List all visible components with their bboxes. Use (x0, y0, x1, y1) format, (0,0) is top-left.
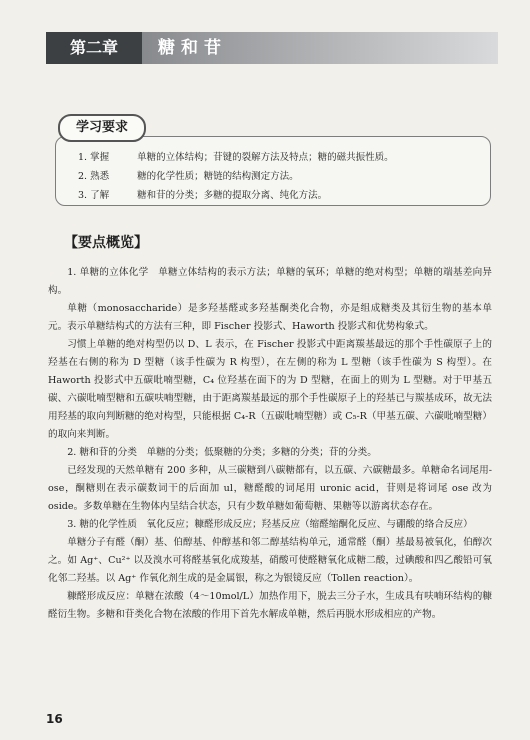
paragraph: 习惯上单糖的绝对构型仍以 D、L 表示，在 Fischer 投影式中距离羰基最远的那个手性碳原子上的羟基在右侧的称为 D 型糖（该手性碳为 R 构型），在左侧的称为 L 型糖（该手性碳为 S 构型）。在 Haworth 投影式中五碳吡喃型糖，C₄ 位羟基在面下的为 D 型糖，在面上的则为 L 型糖。对于甲基五碳、六碳吡喃型糖和五碳呋喃型糖，由于距离羰基最远的那个手性碳原子上的羟基已与羰基成环，故无法用羟基的取向判断糖的绝对构型，只能根据 C₄-R（五碳吡喃型糖）或 C₅-R（甲基五碳、六碳吡喃型糖）的取向来判断。 (48, 339, 492, 440)
requirement-text: 单糖的立体结构；苷键的裂解方法及特点；糖的磁共振性质。 (137, 152, 394, 163)
requirement-item (78, 148, 394, 167)
page-number: 16 (46, 712, 63, 726)
chapter-label: 第二章 (46, 32, 142, 64)
requirement-num: 2. (78, 171, 88, 182)
chapter-title: 糖和苷 (158, 38, 227, 58)
chapter-banner (46, 32, 498, 64)
body-text (48, 264, 492, 624)
requirement-level: 熟悉 (90, 171, 110, 182)
requirement-level: 了解 (90, 190, 110, 201)
requirements-list (78, 148, 394, 205)
requirement-text: 糖和苷的分类；多糖的提取分离、纯化方法。 (137, 190, 328, 201)
paragraph: 3. 糖的化学性质 氧化反应；糠醛形成反应；羟基反应（缩醛缩酮化反应、与硼酸的络合反应） (67, 519, 473, 530)
paragraph: 糠醛形成反应：单糖在浓酸（4～10mol/L）加热作用下，脱去三分子水，生成具有呋喃环结构的糠醛衍生物。多糖和苷类化合物在浓酸的作用下首先水解成单糖，然后再脱水形成相应的产物。 (48, 591, 492, 620)
paragraph: 单糖分子有醛（酮）基、伯醇基、仲醇基和邻二醇基结构单元，通常醛（酮）基最易被氧化，伯醇次之。如 Ag⁺、Cu²⁺ 以及溴水可将醛基氧化成羧基，硝酸可使醛糖氧化成糖二酸，过碘酸和四乙酸铅可氧化邻二羟基。以 Ag⁺ 作氧化剂生成的是金属银，称之为银镜反应（Tollen reaction）。 (48, 537, 492, 584)
paragraph: 已经发现的天然单糖有 200 多种，从三碳糖到八碳糖都有，以五碳、六碳糖最多。单糖命名词尾用-ose，酮糖则在表示碳数词干的后面加 ul，糖醛酸的词尾用 uronic acid，苷则是将词尾 ose 改为 oside。多数单糖在生物体内呈结合状态，只有少数单糖如葡萄糖、果糖等以游离状态存在。 (48, 465, 492, 512)
paragraph: 单糖（monosaccharide）是多羟基醛或多羟基酮类化合物，亦是组成糖类及其衍生物的基本单元。表示单糖结构式的方法有三种，即 Fischer 投影式、Haworth 投影式和优势构象式。 (48, 303, 492, 332)
requirement-text: 糖的化学性质；糖链的结构测定方法。 (137, 171, 299, 182)
requirement-item (78, 186, 394, 205)
section-title: 【要点概览】 (64, 235, 148, 251)
paragraph: 2. 糖和苷的分类 单糖的分类；低聚糖的分类；多糖的分类；苷的分类。 (67, 447, 377, 458)
requirement-num: 1. (78, 152, 88, 163)
requirement-item (78, 167, 394, 186)
requirement-num: 3. (78, 190, 88, 201)
requirement-level: 掌握 (90, 152, 110, 163)
requirements-heading: 学习要求 (58, 114, 146, 142)
paragraph: 1. 单糖的立体化学 单糖立体结构的表示方法；单糖的氧环；单糖的绝对构型；单糖的端基差向异构。 (48, 267, 492, 296)
